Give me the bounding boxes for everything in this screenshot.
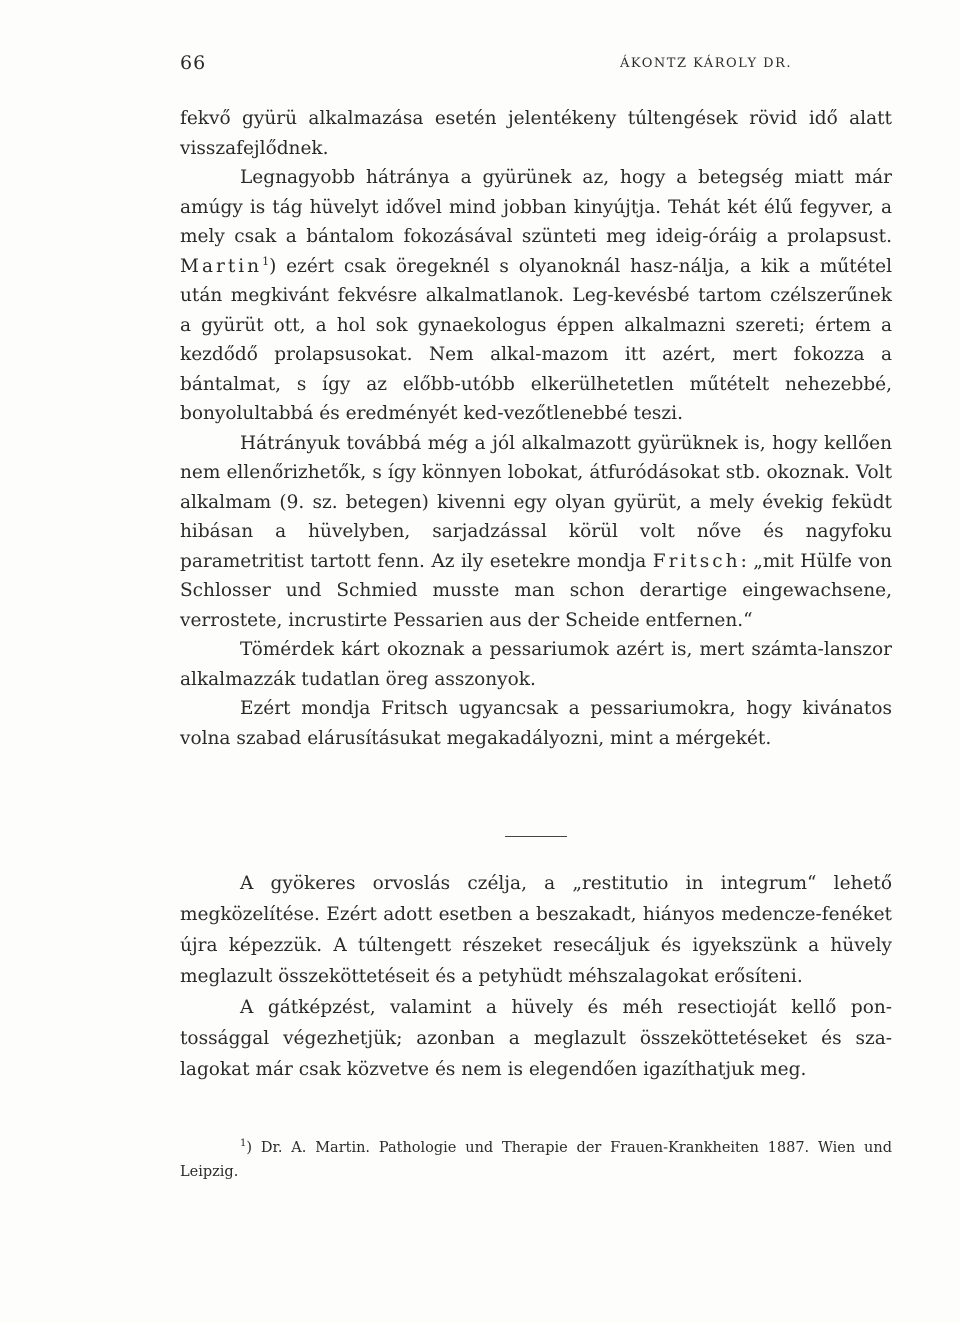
paragraph: A gátképzést, valamint a hüvely és méh resectioját kellő pon-tossággal végezhetjük; azonban a meglazult összeköttetéseket és sza-lagokat már csak közvetve és nem is elegendően igazíthatjuk meg. [180,997,892,1080]
paragraph: fekvő gyürü alkalmazása esetén jelentékeny túltengések rövid idő alatt visszafejlődnek. [180,108,892,159]
running-head: ÁKONTZ KÁROLY DR. [620,56,792,71]
main-text [180,104,892,753]
footnote-text [180,1136,892,1184]
paragraph-text: Legnagyobb hátránya a gyürünek az, hogy a betegség miatt már amúgy is tág hüvelyt idővel mind jobban kinyújtja. Tehát két élű fegyver, a mely csak a bántalom fokozásával szünteti meg ideig-óráig a prolapsust. [180,167,892,247]
paragraph-text: ) ezért csak öregeknél s olyanoknál hasz-nálja, a kik a műtétel után megkivánt fekvésre alkalmatlanok. Leg-kevésbé tartom czélszerűnek a gyürüt ott, a hol sok gynaekologus éppen alkalmazni szereti; értem a kezdődő prolapsusokat. Nem alkal-mazom itt azért, mert fokozza a bántalmat, s így az előbb-utóbb elkerülhetetlen műtételt nehezebbé, bonyolultabbá és eredményét ked-vezőtlenebbé teszi. [180,255,892,424]
footnote-reference: 1 [262,254,270,268]
paragraph: Tömérdek kárt okoznak a pessariumok azért is, mert számta-lanszor alkalmazzák tudatlan öreg asszonyok. [180,639,892,690]
author-name: Martin [180,255,263,277]
footnote-mark: 1 [240,1138,247,1150]
paragraph-text: : „mit Hülfe von Schlosser und Schmied musste man schon derartige eingewachsene, verrostete, incrustirte Pessarien aus der Scheide entfernen.“ [180,550,892,631]
page-header [180,52,892,80]
footnote-content: ) Dr. A. Martin. Pathologie und Therapie der Frauen-Krankheiten 1887. Wien und Leipzig. [180,1140,892,1180]
author-name: Fritsch [652,550,741,572]
main-text-section-two [180,868,892,1085]
paragraph [180,163,892,429]
paragraph-text: Hátrányuk továbbá még a jól alkalmazott gyürüknek is, hogy kellően nem ellenőrizhetők, s így könnyen lobokat, átfuródásokat stb. okoznak. Volt alkalmam (9. sz. betegen) kivenni egy olyan gyürüt, a mely évekig feküdt hibásan a hüvelyben, sarjadzással körül volt nőve és nagyfoku parametritist tartott fenn. Az ily esetekre mondja [180,432,892,572]
page-number: 66 [180,52,207,74]
paragraph: A gyökeres orvoslás czélja, a „restitutio in integrum“ lehető megközelítése. Ezért adott esetben a beszakadt, hiányos medencze-fenéket újra képezzük. A túltengett részeket resecáljuk és igyekszünk a hüvely meglazult összeköttetéseit és a petyhüdt méhszalagokat erősíteni. [180,873,892,987]
section-separator [505,836,567,837]
footnote [180,1136,892,1184]
paragraph: Ezért mondja Fritsch ugyancsak a pessariumokra, hogy kivánatos volna szabad elárusításukat megakadályozni, mint a mérgekét. [180,698,892,749]
paragraph [180,429,892,636]
